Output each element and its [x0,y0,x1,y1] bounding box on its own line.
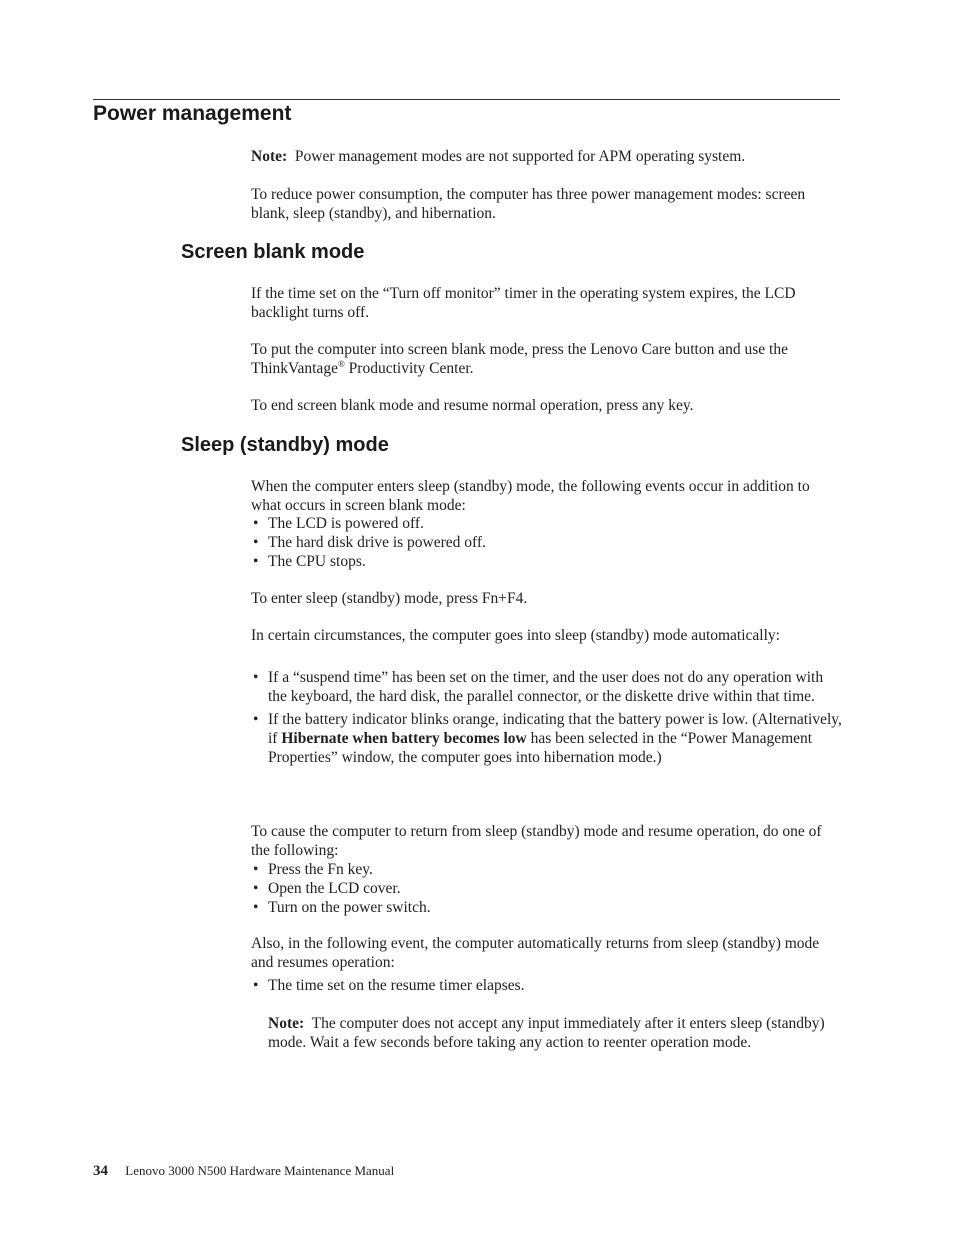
note-apm [251,147,843,166]
sleep-auto-list [251,668,843,771]
footer-title: Lenovo 3000 N500 Hardware Maintenance Manual [125,1163,395,1178]
note-label: Note: [251,148,288,165]
registered-mark: ® [337,359,345,369]
sleep-events-list [251,514,843,571]
list-item: • The CPU stops. [251,552,843,571]
note-text: The computer does not accept any input immediately after it enters sleep (standby) mode. Wait a few seconds before taking any action to reenter operation mode. [268,1015,825,1051]
list-item [251,710,843,767]
list-item: • Turn on the power switch. [251,898,843,917]
sleep-paragraph-2: To enter sleep (standby) mode, press Fn+F4. [251,590,528,607]
resume-timer-list [251,976,843,995]
list-item: • If a “suspend time” has been set on the timer, and the user does not do any operation with the keyboard, the hard disk, the parallel connector, or the diskette drive within that time. [251,668,843,706]
screen-blank-paragraph-1: If the time set on the “Turn off monitor” timer in the operating system expires, the LCD backlight turns off. [251,285,796,321]
note-text: Power management modes are not supported for APM operating system. [294,148,746,165]
screen-blank-p2-text-end: Productivity Center. [344,360,474,377]
list-item: • Press the Fn key. [251,860,843,879]
list-item: • The time set on the resume timer elapses. [251,976,843,995]
sleep-paragraph-1: When the computer enters sleep (standby) mode, the following events occur in addition to what occurs in screen blank mode: [251,478,810,514]
sleep-paragraph-4: To cause the computer to return from sleep (standby) mode and resume operation, do one of the following: [251,823,822,859]
screen-blank-paragraph-3: To end screen blank mode and resume normal operation, press any key. [251,397,694,414]
list-item: • Open the LCD cover. [251,879,843,898]
page-number: 34 [93,1163,108,1179]
note-input [268,1014,843,1052]
sleep-paragraph-5: Also, in the following event, the computer automatically returns from sleep (standby) mode and resumes operation: [251,935,820,971]
screen-blank-paragraph-2 [251,340,843,378]
screen-blank-p2-text: To put the computer into screen blank mode, press the Lenovo Care button and use the ThinkVantage [251,341,788,377]
page-footer [93,1163,394,1180]
resume-actions-list [251,860,843,917]
top-rule [93,99,840,100]
heading-power-management: Power management [93,102,292,125]
heading-sleep-standby-mode: Sleep (standby) mode [181,434,389,456]
heading-screen-blank-mode: Screen blank mode [181,241,365,263]
list-item-text-end: has been selected in the “Power Management Properties” window, the computer goes into hibernation mode.) [268,730,813,766]
list-item-text: If the battery indicator blinks orange, indicating that the battery power is low. (Alternatively, if [268,711,842,747]
intro-paragraph: To reduce power consumption, the computer has three power management modes: screen blank, sleep (standby), and hibernation. [251,186,806,222]
list-item: • The LCD is powered off. [251,514,843,533]
list-item: • The hard disk drive is powered off. [251,533,843,552]
note-label: Note: [268,1015,305,1032]
sleep-paragraph-3: In certain circumstances, the computer goes into sleep (standby) mode automatically: [251,627,780,644]
list-item-bold: Hibernate when battery becomes low [281,730,527,747]
